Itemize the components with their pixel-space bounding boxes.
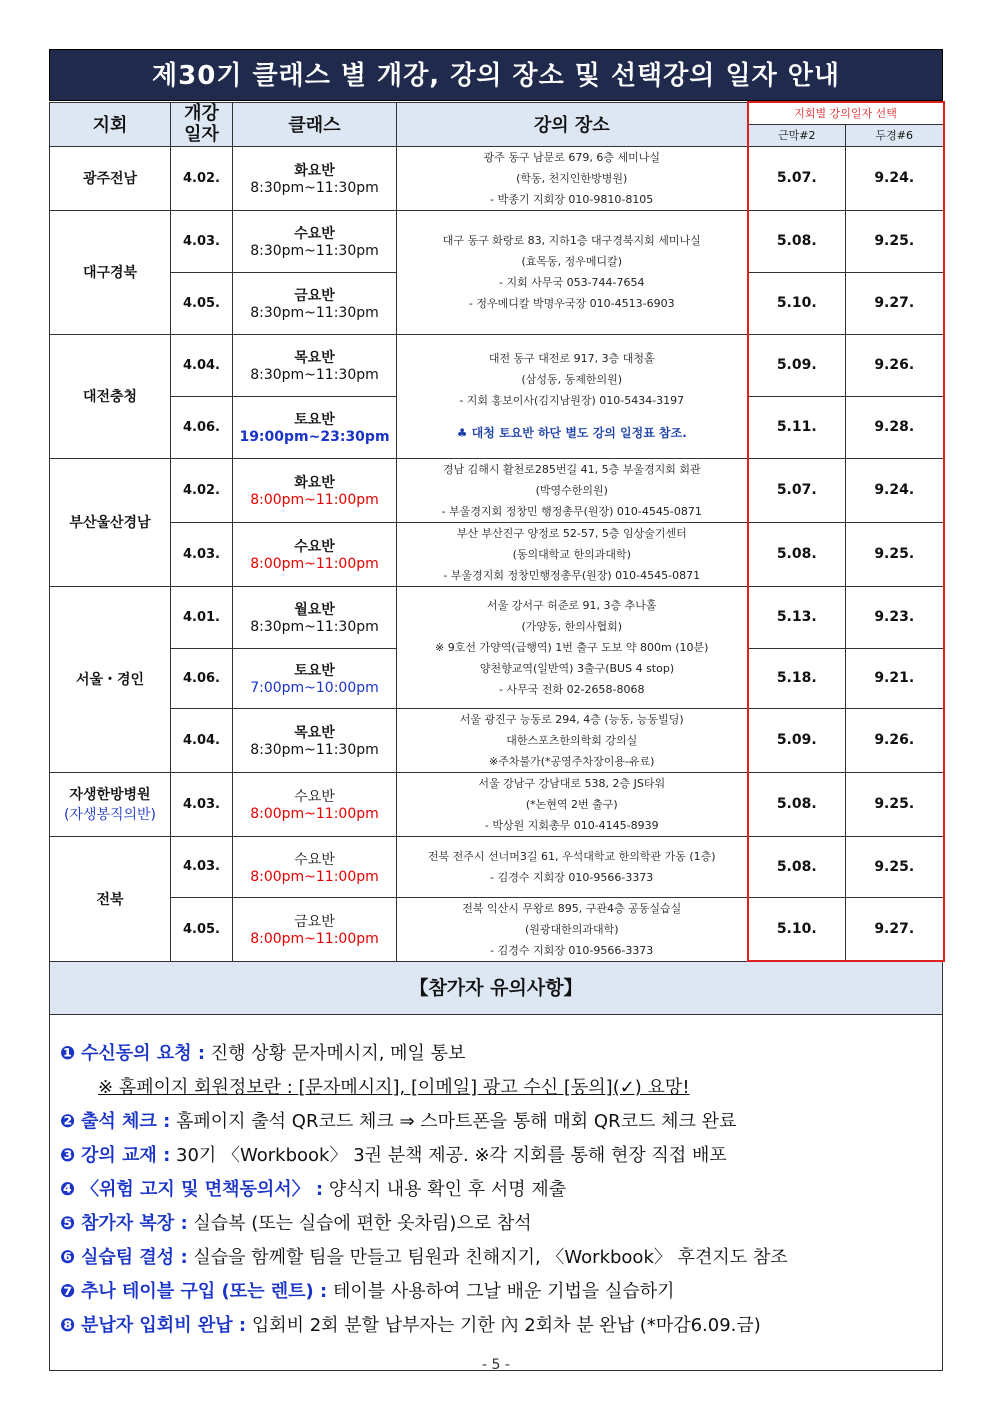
venue-line: 부산 부산진구 양정로 52-57, 5층 임상술기센터 (456, 526, 687, 540)
sel1-cell: 5.09. (748, 334, 846, 396)
class-cell (233, 522, 397, 586)
list-item (60, 1037, 942, 1071)
venue-line: - 정우메디칼 박명우국장 010-4513-6903 (468, 297, 675, 310)
venue-cell (397, 772, 748, 836)
item-num: ❼ (60, 1281, 76, 1302)
class-day: 수요반 (294, 226, 335, 242)
list-item (60, 1241, 942, 1275)
class-cell (233, 772, 397, 836)
table-row (50, 146, 944, 210)
class-day: 금요반 (294, 914, 335, 930)
date-cell: 4.05. (171, 897, 233, 961)
class-cell (233, 210, 397, 272)
item-text: 테이블 사용하여 그날 배운 기법을 실습하기 (327, 1281, 675, 1302)
venue-line: 서울 강남구 강남대로 538, 2층 JS타워 (478, 776, 666, 790)
region-cell: 대전충청 (50, 334, 171, 458)
class-cell (233, 396, 397, 458)
sel1-cell: 5.10. (748, 272, 846, 334)
sel2-cell: 9.24. (846, 458, 944, 522)
page-title: 제30기 클래스 별 개강, 강의 장소 및 선택강의 일자 안내 (49, 49, 943, 101)
class-cell (233, 586, 397, 648)
class-cell (233, 272, 397, 334)
region-name: 자생한방병원 (69, 787, 151, 803)
sel1-cell: 5.18. (748, 648, 846, 708)
sel1-cell: 5.07. (748, 458, 846, 522)
sel2-cell: 9.28. (846, 396, 944, 458)
region-cell: 서울・경인 (50, 586, 171, 772)
date-cell: 4.02. (171, 458, 233, 522)
sel2-cell: 9.23. (846, 586, 944, 648)
item-label: 실습팀 결성 : (80, 1247, 188, 1268)
sel2-cell: 9.25. (846, 836, 944, 897)
class-day: 화요반 (294, 163, 335, 179)
class-day: 목요반 (294, 350, 335, 366)
class-day: 목요반 (294, 725, 335, 741)
item-num: ❹ (60, 1179, 76, 1200)
class-time: 8:00pm~11:00pm (250, 931, 379, 947)
venue-line: - 박상원 지회총무 010-4145-8939 (484, 818, 659, 832)
venue-line: (박영수한의원) (535, 483, 608, 497)
venue-line: 서울 강서구 허준로 91, 3층 추나홀 (487, 598, 657, 612)
header-sel1: 근막#2 (748, 124, 846, 146)
class-cell (233, 836, 397, 897)
class-time: 8:00pm~11:00pm (250, 492, 379, 508)
list-item (60, 1139, 942, 1173)
table-row (50, 708, 944, 772)
date-cell: 4.03. (171, 836, 233, 897)
venue-line: (동의대학교 한의과대학) (512, 547, 631, 561)
class-time: 8:30pm~11:30pm (250, 619, 379, 635)
schedule-page (49, 49, 943, 1371)
region-cell: 광주전남 (50, 146, 171, 210)
class-day: 토요반 (294, 412, 335, 428)
item-num: ❺ (60, 1213, 76, 1234)
date-cell: 4.04. (171, 334, 233, 396)
table-row (50, 836, 944, 897)
item-label: 수신동의 요청 : (80, 1043, 206, 1064)
class-time: 8:00pm~11:00pm (250, 806, 379, 822)
item-text: 진행 상황 문자메시지, 메일 통보 (205, 1043, 466, 1064)
list-item (60, 1207, 942, 1241)
item-text: 입회비 2회 분할 납부자는 기한 內 2회차 분 완납 (*마감6.09.금) (246, 1315, 761, 1336)
region-cell: 부산울산경남 (50, 458, 171, 586)
venue-cell (397, 897, 748, 961)
header-select-title: 지회별 강의일자 선택 (748, 102, 944, 124)
sel2-cell: 9.21. (846, 648, 944, 708)
sel2-cell: 9.25. (846, 772, 944, 836)
sel1-cell: 5.10. (748, 897, 846, 961)
table-row (50, 458, 944, 522)
notes-title: 【참가자 유의사항】 (50, 962, 942, 1015)
venue-line: 광주 동구 남문로 679, 6층 세미나실 (483, 150, 660, 164)
class-time: 7:00pm~10:00pm (250, 680, 379, 696)
class-day: 수요반 (294, 851, 335, 868)
sel1-cell: 5.08. (748, 210, 846, 272)
venue-line: - 김경수 지회장 010-9566-3373 (490, 943, 654, 957)
sel2-cell: 9.26. (846, 708, 944, 772)
region-cell: 전북 (50, 836, 171, 961)
schedule-table (49, 101, 945, 962)
item-label: 〈위험 고지 및 면책동의서〉 : (80, 1179, 324, 1200)
item-label: 분납자 입회비 완납 : (80, 1315, 247, 1336)
class-day: 토요반 (294, 663, 335, 679)
header-venue: 강의 장소 (397, 102, 748, 146)
venue-line: ※ 9호선 가양역(급행역) 1번 출구 도보 약 800m (10분) (435, 640, 709, 654)
date-cell: 4.06. (171, 396, 233, 458)
sel1-cell: 5.09. (748, 708, 846, 772)
item-label: 참가자 복장 : (80, 1213, 188, 1234)
venue-line: (가양동, 한의사협회) (521, 619, 623, 633)
class-day: 화요반 (294, 475, 335, 491)
venue-line: 경남 김해시 활천로285번길 41, 5층 부울경지회 회관 (442, 462, 701, 476)
table-row (50, 210, 944, 272)
item-text: ※ 홈페이지 회원정보란 : [문자메시지], [이메일] 광고 수신 [동의](✓) 요망! (98, 1077, 690, 1098)
venue-note: ♣ 대청 토요반 하단 별도 강의 일정표 참조. (456, 426, 687, 440)
sel2-cell: 9.25. (846, 210, 944, 272)
class-cell (233, 648, 397, 708)
list-item (60, 1173, 942, 1207)
class-cell (233, 897, 397, 961)
venue-cell (397, 210, 748, 334)
table-row (50, 586, 944, 648)
sel1-cell: 5.13. (748, 586, 846, 648)
venue-line: - 김경수 지회장 010-9566-3373 (490, 870, 654, 884)
date-cell: 4.06. (171, 648, 233, 708)
class-time: 8:30pm~11:30pm (250, 742, 379, 758)
notes-list (50, 1015, 942, 1343)
header-class: 클래스 (233, 102, 397, 146)
venue-cell (397, 522, 748, 586)
date-cell: 4.05. (171, 272, 233, 334)
venue-line: ※주차불가(*공영주차장이용-유료) (489, 754, 655, 768)
table-row (50, 897, 944, 961)
sel1-cell: 5.08. (748, 836, 846, 897)
header-open-date: 개강 일자 (171, 102, 233, 146)
venue-line: (학동, 천지인한방병원) (516, 171, 628, 185)
sel2-cell: 9.27. (846, 897, 944, 961)
venue-cell (397, 708, 748, 772)
venue-line: (효목동, 정우메디칼) (521, 255, 623, 268)
venue-cell (397, 458, 748, 522)
item-label: 출석 체크 : (80, 1111, 171, 1132)
venue-line: - 박종기 지회장 010-9810-8105 (490, 192, 654, 206)
table-row (50, 772, 944, 836)
item-num: ❻ (60, 1247, 76, 1268)
list-item (60, 1309, 942, 1343)
venue-line: (*논현역 2번 출구) (525, 797, 618, 811)
venue-line: (원광대한의과대학) (524, 922, 619, 936)
page-number: - 5 - (482, 1357, 510, 1373)
region-cell: 대구경북 (50, 210, 171, 334)
sel1-cell: 5.11. (748, 396, 846, 458)
item-num: ❶ (60, 1043, 76, 1064)
venue-cell (397, 836, 748, 897)
venue-cell (397, 586, 748, 708)
venue-line: 양천향교역(일반역) 3출구(BUS 4 stop) (469, 661, 675, 675)
region-subtitle: (자생봉직의반) (63, 807, 157, 823)
class-cell (233, 334, 397, 396)
item-text: 홈페이지 출석 QR코드 체크 ⇒ 스마트폰을 통해 매회 QR코드 체크 완료 (170, 1111, 737, 1132)
class-day: 월요반 (294, 602, 335, 618)
list-item (60, 1071, 942, 1105)
header-sel2: 두경#6 (846, 124, 944, 146)
item-num: ❽ (60, 1315, 76, 1336)
date-cell: 4.01. (171, 586, 233, 648)
sel1-cell: 5.08. (748, 772, 846, 836)
venue-line: - 부울경지회 정창민 행정총무(원장) 010-4545-0871 (441, 504, 702, 518)
class-cell (233, 146, 397, 210)
item-label: 추나 테이블 구입 (또는 렌트) : (80, 1281, 328, 1302)
venue-line: 대전 동구 대전로 917, 3층 대청홀 (488, 352, 655, 365)
venue-line: - 지회 사무국 053-744-7654 (498, 276, 645, 289)
class-time: 8:30pm~11:30pm (250, 305, 379, 321)
item-text: 실습복 (또는 실습에 편한 옷차림)으로 참석 (187, 1213, 532, 1234)
class-time: 8:30pm~11:30pm (250, 180, 379, 196)
item-label: 강의 교재 : (80, 1145, 171, 1166)
list-item (60, 1275, 942, 1309)
sel1-cell: 5.07. (748, 146, 846, 210)
venue-line: - 사무국 전화 02-2658-8068 (498, 682, 645, 696)
venue-line: 대구 동구 화랑로 83, 지하1층 대구경북지회 세미나실 (442, 234, 701, 247)
class-day: 금요반 (294, 288, 335, 304)
sel2-cell: 9.24. (846, 146, 944, 210)
venue-line: - 지회 홍보이사(김지남원장) 010-5434-3197 (459, 394, 685, 407)
class-time: 8:30pm~11:30pm (250, 367, 379, 383)
date-cell: 4.02. (171, 146, 233, 210)
class-day: 수요반 (294, 539, 335, 555)
date-cell: 4.03. (171, 772, 233, 836)
item-num: ❷ (60, 1111, 76, 1132)
class-time: 19:00pm~23:30pm (239, 429, 390, 445)
class-cell (233, 458, 397, 522)
class-day: 수요반 (294, 789, 335, 805)
date-cell: 4.03. (171, 522, 233, 586)
notes-section (49, 962, 943, 1371)
venue-line: 대한스포츠한의학회 강의실 (506, 733, 638, 747)
venue-line: 전북 익산시 무왕로 895, 구관4층 공동실습실 (462, 901, 682, 915)
venue-cell (397, 334, 748, 458)
class-time: 8:00pm~11:00pm (250, 868, 379, 885)
list-item (60, 1105, 942, 1139)
venue-line: (삼성동, 동제한의원) (521, 373, 623, 386)
date-cell: 4.03. (171, 210, 233, 272)
item-text: 실습을 함께할 팀을 만들고 팀원과 친해지기, 〈Workbook〉 후견지도 참조 (187, 1247, 788, 1268)
sel2-cell: 9.25. (846, 522, 944, 586)
date-cell: 4.04. (171, 708, 233, 772)
item-text: 30기 〈Workbook〉 3권 분책 제공. ※각 지회를 통해 현장 직접 배포 (170, 1145, 727, 1166)
table-row (50, 522, 944, 586)
venue-cell (397, 146, 748, 210)
venue-line: 서울 광진구 능동로 294, 4층 (능동, 능동빌딩) (459, 712, 684, 726)
class-time: 8:00pm~11:00pm (250, 556, 379, 572)
header-region: 지회 (50, 102, 171, 146)
class-cell (233, 708, 397, 772)
sel2-cell: 9.27. (846, 272, 944, 334)
item-num: ❸ (60, 1145, 76, 1166)
item-text: 양식지 내용 확인 후 서명 제출 (323, 1179, 567, 1200)
table-row (50, 334, 944, 396)
venue-line: 전북 전주시 선너머3길 61, 우석대학교 한의학관 가동 (1층) (427, 849, 716, 863)
venue-line: - 부울경지회 정창민행정총무(원장) 010-4545-0871 (443, 568, 701, 582)
region-cell (50, 772, 171, 836)
sel1-cell: 5.08. (748, 522, 846, 586)
class-time: 8:30pm~11:30pm (250, 243, 379, 259)
sel2-cell: 9.26. (846, 334, 944, 396)
